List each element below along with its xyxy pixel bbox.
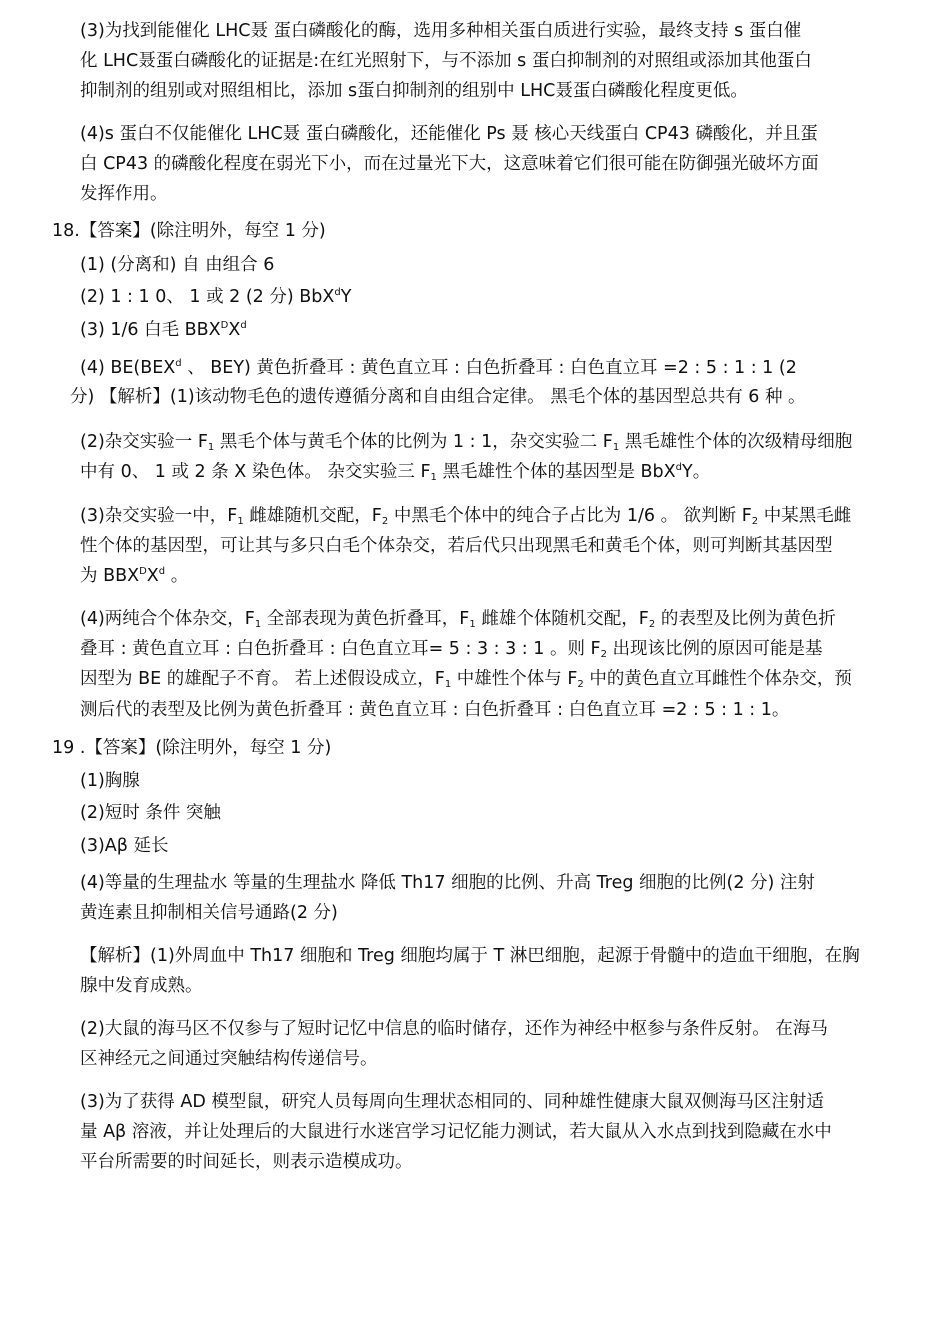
text-line-23: (2)短时 条件 突触 [80, 803, 221, 823]
text-line-15: 性个体的基因型，可让其与多只白毛个体杂交，若后代只出现黑毛和黄毛个体，则可判断其基因型 [80, 536, 833, 556]
text-line-32: 量 Aβ 溶液，并让处理后的大鼠进行水迷宫学习记忆能力测试，若大鼠从入水点到找到隐藏在水中 [80, 1122, 832, 1142]
text-line-18: 叠耳 : 黄色直立耳 : 白色折叠耳 : 白色直立耳= 5 : 3 : 3 : 1 。则 $F_2$ 出现该比例的原因可能是基 [80, 639, 823, 660]
text-line-24: (3)Aβ 延长 [80, 836, 169, 856]
text-line-8: (2) 1 : 1 0、 1 或 2 (2 分) BbX$^d$Y [80, 287, 352, 307]
text-line-5: 发挥作用。 [80, 184, 168, 204]
text-line-22: (1)胸腺 [80, 771, 140, 791]
text-line-20: 测后代的表型及比例为黄色折叠耳 : 黄色直立耳 : 白色折叠耳 : 白色直立耳 =2 : 5 : 1 : 1。 [80, 700, 790, 720]
text-line-4: 白 CP43 的磷酸化程度在弱光下小，而在过量光下大，这意味着它们很可能在防御强光破坏方面 [80, 154, 819, 174]
text-line-14: (3)杂交实验一中，$F_1$ 雌雄随机交配，$F_2$ 中黑毛个体中的纯合子占比为 1/6 。 欲判断 $F_2$ 中某黑毛雌 [80, 506, 852, 527]
text-line-13: 中有 0、 1 或 2 条 X 染色体。 杂交实验三 $F_1$ 黑毛雄性个体的基因型是 BbX$^d$Y。 [80, 462, 711, 483]
text-line-9: (3) 1/6 白毛 $BBX^DX^d$ [80, 320, 247, 340]
text-line-21: 19 .【答案】(除注明外，每空 1 分) [52, 738, 332, 758]
text-line-6: 18.【答案】(除注明外，每空 1 分) [52, 221, 326, 241]
text-line-0: (3)为找到能催化 LHC聂 蛋白磷酸化的酶，选用多种相关蛋白质进行实验，最终支持 s 蛋白催 [80, 21, 802, 41]
text-line-25: (4)等量的生理盐水 等量的生理盐水 降低 Th17 细胞的比例、升高 Treg 细胞的比例(2 分) 注射 [80, 873, 815, 893]
text-line-12: (2)杂交实验一 $F_1$ 黑毛个体与黄毛个体的比例为 1 : 1，杂交实验二 $F_1$ 黑毛雄性个体的次级精母细胞 [80, 432, 853, 453]
text-line-3: (4)s 蛋白不仅能催化 LHC聂 蛋白磷酸化，还能催化 Ps 聂 核心天线蛋白 CP43 磷酸化，并且蛋 [80, 124, 818, 144]
text-line-7: (1) (分离和) 自 由组合 6 [80, 255, 275, 275]
text-line-2: 抑制剂的组别或对照组相比，添加 s蛋白抑制剂的组别中 LHC聂蛋白磷酸化程度更低。 [80, 81, 748, 101]
text-line-30: 区神经元之间通过突触结构传递信号。 [80, 1049, 378, 1069]
text-line-27: 【解析】(1)外周血中 Th17 细胞和 Treg 细胞均属于 T 淋巴细胞，起源于骨髓中的造血干细胞，在胸 [80, 946, 860, 966]
text-line-33: 平台所需要的时间延长，则表示造模成功。 [80, 1152, 413, 1172]
text-line-16: 为 $BBX^DX^d$ 。 [80, 566, 189, 586]
text-line-31: (3)为了获得 AD 模型鼠，研究人员每周向生理状态相同的、同种雄性健康大鼠双侧海马区注射适 [80, 1092, 824, 1112]
text-line-17: (4)两纯合个体杂交，$F_1$ 全部表现为黄色折叠耳，$F_1$ 雌雄个体随机交配，$F_2$ 的表型及比例为黄色折 [80, 609, 836, 630]
text-line-28: 腺中发育成熟。 [80, 976, 203, 996]
text-line-10: (4) BE(BEX$^d$ 、 BEY) 黄色折叠耳 : 黄色直立耳 : 白色折叠耳 : 白色直立耳 =2 : 5 : 1 : 1 (2 [80, 358, 797, 378]
text-line-29: (2)大鼠的海马区不仅参与了短时记忆中信息的临时储存，还作为神经中枢参与条件反射。 在海马 [80, 1019, 828, 1039]
text-line-1: 化 LHC聂蛋白磷酸化的证据是:在红光照射下，与不添加 s 蛋白抑制剂的对照组或添加其他蛋白 [80, 51, 812, 71]
text-line-26: 黄连素且抑制相关信号通路(2 分) [80, 903, 338, 923]
text-line-19: 因型为 BE 的雄配子不育。 若上述假设成立，$F_1$ 中雄性个体与 $F_2$ 中的黄色直立耳雌性个体杂交，预 [80, 669, 852, 690]
text-line-11: 分) 【解析】(1)该动物毛色的遗传遵循分离和自由组合定律。 黑毛个体的基因型总共有 6 种 。 [70, 387, 806, 407]
